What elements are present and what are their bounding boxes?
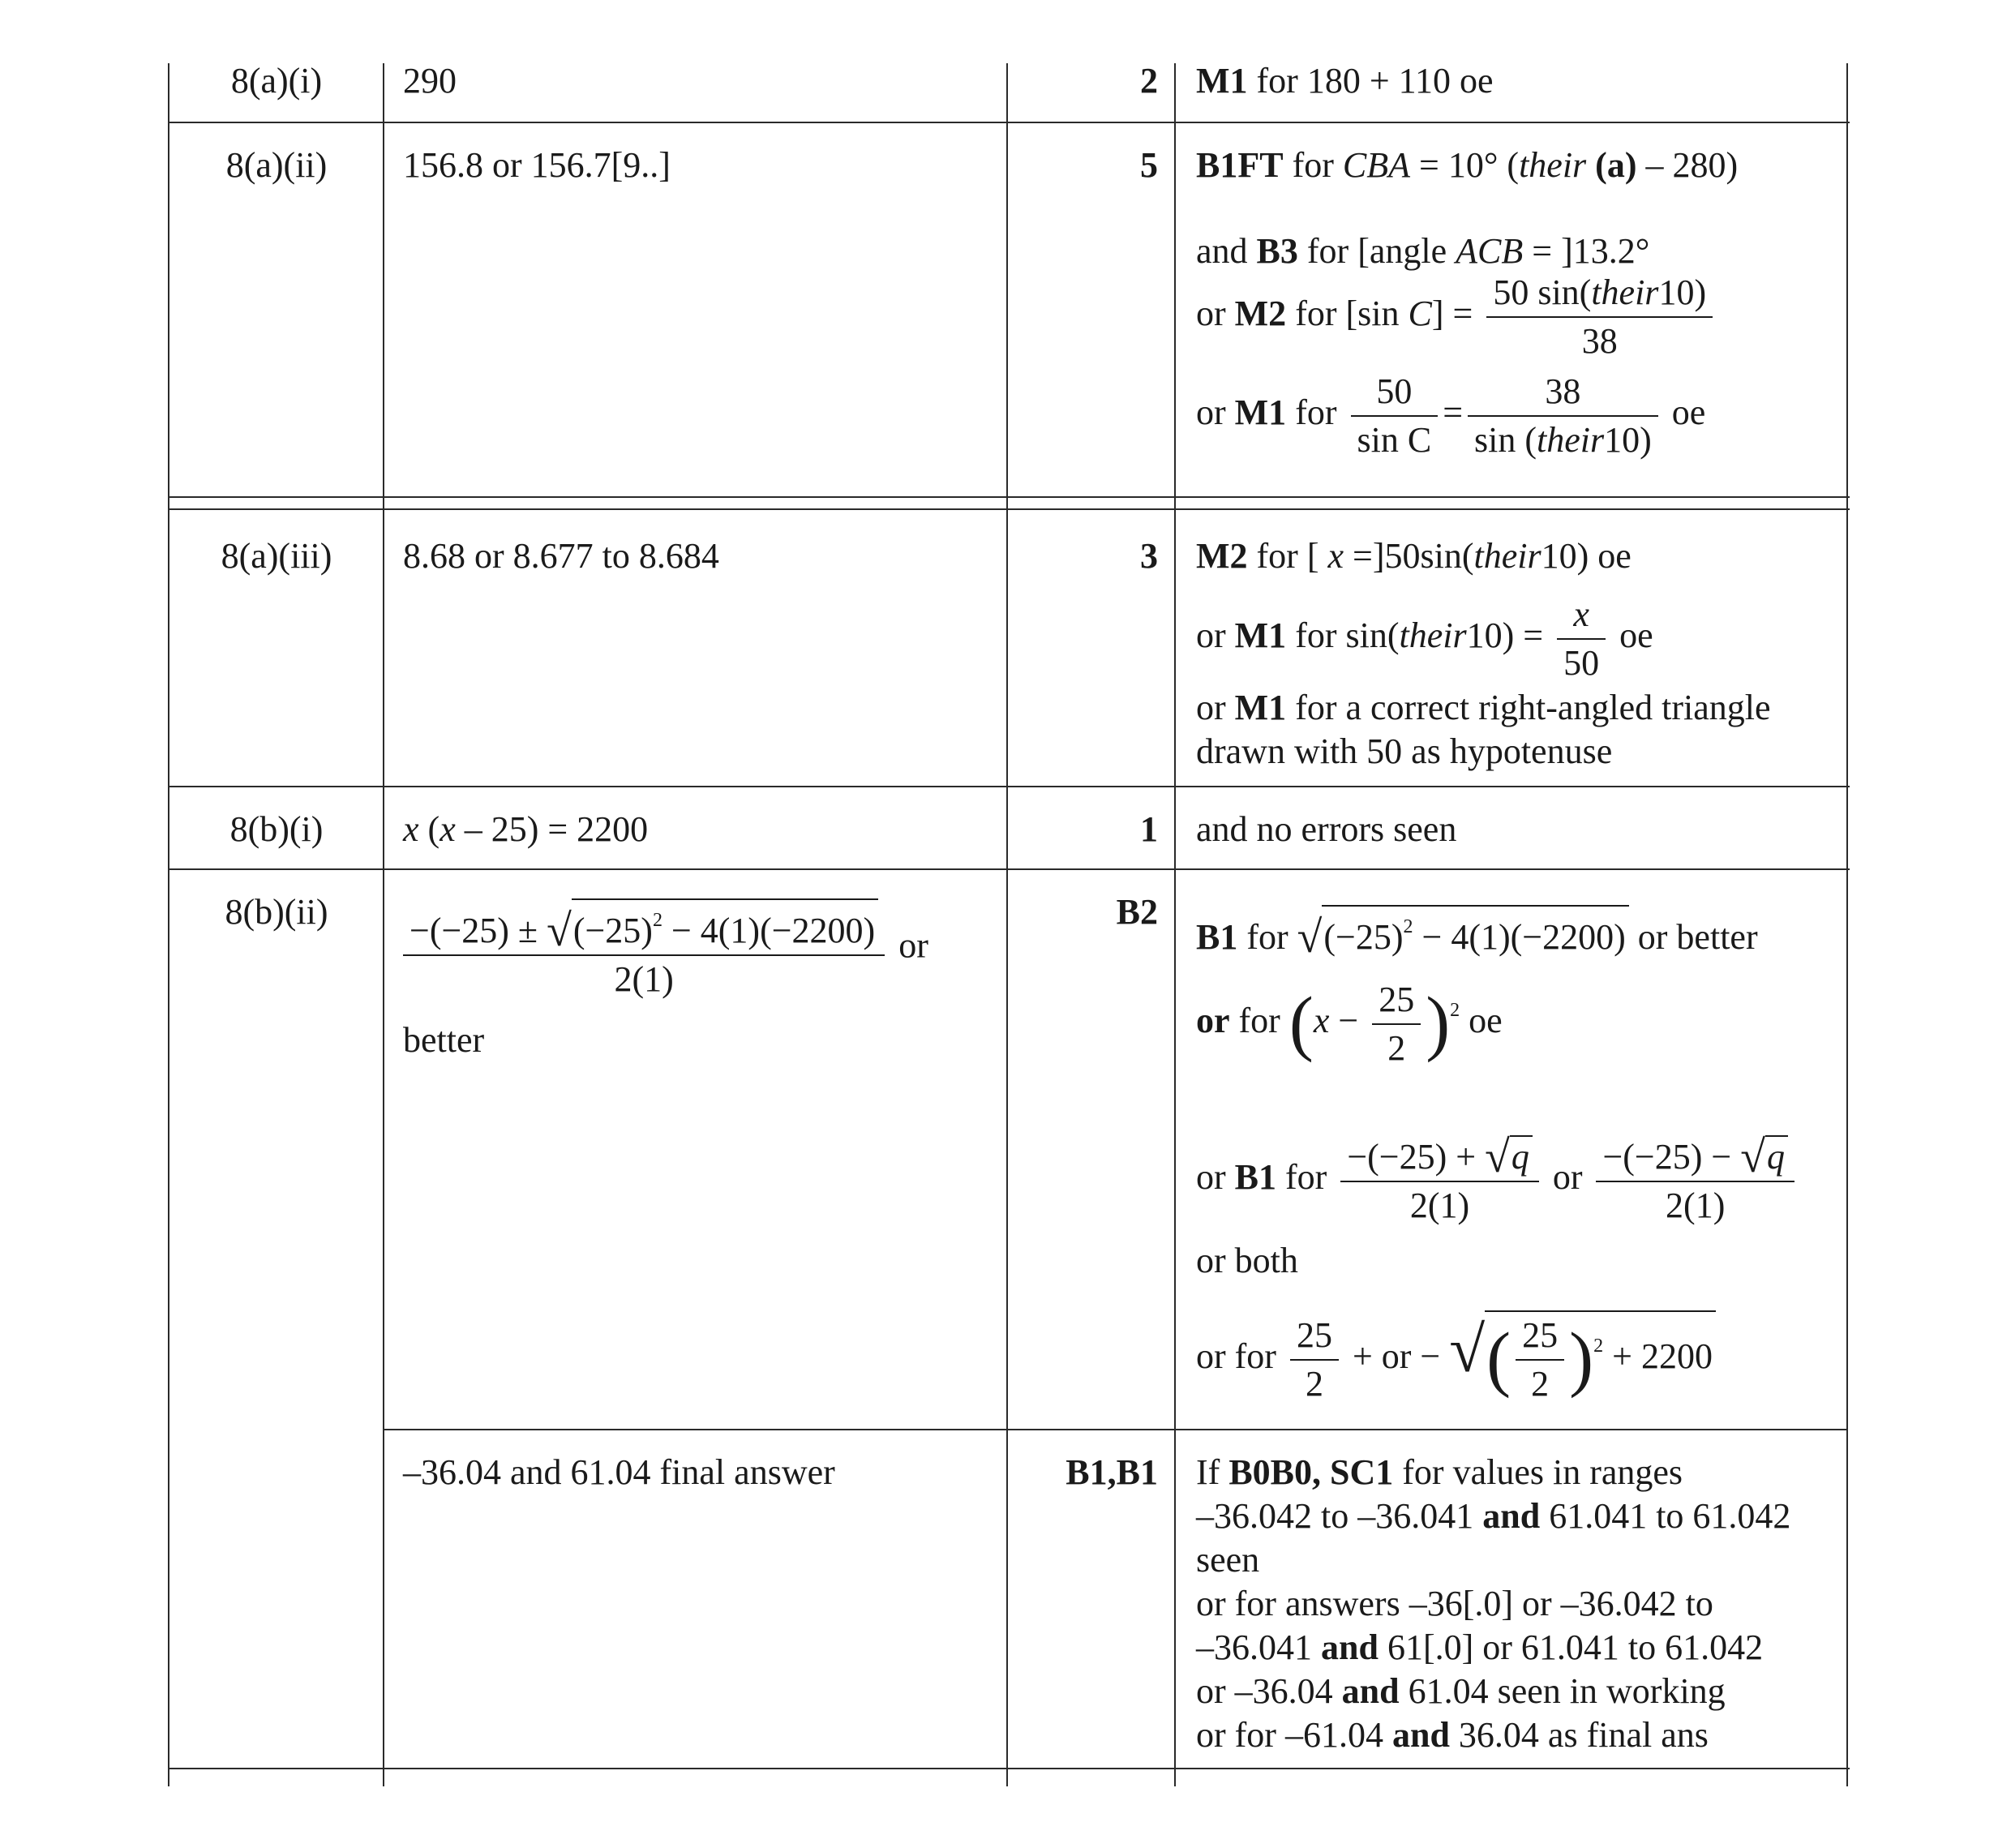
row-divider <box>168 868 1850 870</box>
text: – 280) <box>1636 145 1739 185</box>
marks: 2 <box>1140 61 1158 101</box>
denominator: sin C <box>1357 420 1432 460</box>
mark-code: M1 <box>1196 61 1248 101</box>
row-divider <box>168 122 1850 123</box>
italic-text: their <box>1519 145 1587 185</box>
marks: B2 <box>1116 892 1158 932</box>
mark-code: M1 <box>1234 615 1287 656</box>
grid-line-answer <box>1006 63 1008 1786</box>
numerator: 50 <box>1351 371 1439 417</box>
guidance <box>1196 534 1837 578</box>
guidance-line: drawn with 50 as hypotenuse <box>1196 731 1613 771</box>
marks: B1,B1 <box>1066 1452 1158 1492</box>
numerator: 50 sin(their10) <box>1486 272 1713 318</box>
mark-code: B3 <box>1256 231 1298 271</box>
guidance <box>1196 371 1837 461</box>
guidance: and no errors seen <box>1196 809 1457 849</box>
text: = ]13.2° <box>1523 231 1650 271</box>
guidance <box>1196 59 1837 103</box>
answer: 8.68 or 8.677 to 8.684 <box>403 536 719 576</box>
fraction: $\frac{25}{2}$ <box>1516 1315 1564 1404</box>
guidance <box>1196 686 1837 774</box>
quadratic-formula-fraction <box>403 898 885 1000</box>
numerator: 38 <box>1468 371 1658 417</box>
answer: x (x – 25) = 2200 <box>403 809 649 849</box>
text: = 10° ( <box>1410 145 1520 185</box>
guidance: or B1 for $\frac{-(-25) + √q}{2(1)}$ or $\frac{-(-25) - √q}{2(1)}$ <box>1196 1135 1837 1226</box>
text: oe <box>1662 392 1706 433</box>
grid-line-right <box>1846 63 1848 1786</box>
answer: 290 <box>403 61 457 101</box>
text: 10) = <box>1466 615 1553 656</box>
italic-text: ACB <box>1456 231 1524 271</box>
numerator: $-(-25) \pm √(-25)^2 - 4(1)(-2200)$ <box>403 898 885 956</box>
answer: 156.8 or 156.7[9..] <box>403 145 671 185</box>
guidance-line <box>1196 144 1837 187</box>
fraction <box>1557 594 1606 684</box>
text: for sin( <box>1286 615 1400 656</box>
grid-line-qnum <box>383 63 384 1786</box>
guidance <box>1196 144 1837 187</box>
row-divider-partial <box>383 1429 1848 1430</box>
question-number: 8(a)(i) <box>230 61 323 101</box>
guidance: or for (x − $\frac{25}{2}$ )$^2$ oe <box>1196 980 1503 1068</box>
italic-text: CBA <box>1342 145 1410 185</box>
guidance: or both <box>1196 1241 1298 1280</box>
text: for [angle <box>1297 231 1456 271</box>
fraction <box>1351 371 1439 461</box>
mark-code: M1 <box>1234 392 1287 433</box>
fraction: $\frac{-(-25) + √q}{2(1)}$ <box>1340 1135 1538 1226</box>
equals-sign: = <box>1443 392 1464 433</box>
answer: better <box>403 1020 485 1060</box>
text: or <box>1196 615 1235 656</box>
row-divider <box>168 786 1850 787</box>
italic-text: their <box>1473 536 1541 576</box>
mark-code: M2 <box>1234 294 1287 334</box>
text: or <box>1196 392 1235 433</box>
text: 10) oe <box>1541 536 1632 576</box>
guidance-line: or M1 for a correct right-angled triangle <box>1196 688 1771 727</box>
text: or <box>1196 294 1235 334</box>
guidance: B1 for $√(-25)^2 - 4(1)(-2200)$ or better <box>1196 905 1837 959</box>
bold-text: (a) <box>1586 145 1637 185</box>
fraction: $\frac{25}{2}$ <box>1290 1315 1339 1404</box>
guidance: or for $\frac{25}{2}$ + or − √( $\frac{25}{2}$ )$^2$ + 2200 <box>1196 1310 1837 1404</box>
answer <box>403 898 1003 1000</box>
fraction: $\frac{25}{2}$ <box>1372 980 1421 1069</box>
denominator: sin (their10) <box>1474 420 1652 460</box>
mark-code: B1FT <box>1196 145 1284 185</box>
marks: 3 <box>1140 536 1158 576</box>
marks: 5 <box>1140 145 1158 185</box>
marks: 1 <box>1140 809 1158 849</box>
text: for [sin <box>1286 294 1409 334</box>
fraction: $\frac{-(-25) - √q}{2(1)}$ <box>1596 1135 1794 1226</box>
guidance-text: for 180 + 110 oe <box>1247 61 1494 101</box>
text: for [ <box>1247 536 1328 576</box>
denominator: 50 <box>1563 643 1600 683</box>
guidance: If B0B0, SC1 for values in ranges –36.042 to –36.041 and 61.041 to 61.042 seen or for answers –36[.0] or –36.042 to –36.041 and 61[.0] or 61.041 to 61.042 or –36.04 and 61.04 seen in working or for –61.04 and 36.04 as final ans <box>1196 1452 1791 1755</box>
denominator: 38 <box>1581 321 1618 361</box>
text: ] = <box>1431 294 1482 334</box>
guidance <box>1196 229 1837 273</box>
text: or <box>890 925 928 966</box>
fraction <box>1486 272 1713 362</box>
row-divider <box>168 496 1850 498</box>
mark-code: M2 <box>1196 536 1248 576</box>
row-divider <box>168 1768 1850 1769</box>
italic-text: their <box>1399 615 1467 656</box>
denominator: 2(1) <box>614 959 674 999</box>
text: for <box>1286 392 1346 433</box>
numerator: x <box>1557 594 1606 640</box>
question-number: 8(a)(iii) <box>221 536 332 576</box>
guidance <box>1196 594 1837 684</box>
question-number: 8(b)(ii) <box>225 892 328 932</box>
italic-text: C <box>1408 294 1432 334</box>
fraction <box>1468 371 1658 461</box>
text: for <box>1283 145 1343 185</box>
text: and <box>1196 231 1257 271</box>
grid-line-marks <box>1174 63 1176 1786</box>
text: =]50sin( <box>1344 536 1474 576</box>
answer: –36.04 and 61.04 final answer <box>403 1452 835 1492</box>
text: oe <box>1610 615 1653 656</box>
question-number: 8(a)(ii) <box>225 145 328 185</box>
grid-line-left <box>168 63 169 1786</box>
italic-text: x <box>1327 536 1344 576</box>
question-number: 8(b)(i) <box>229 809 324 849</box>
row-divider <box>168 508 1850 510</box>
guidance <box>1196 272 1837 362</box>
